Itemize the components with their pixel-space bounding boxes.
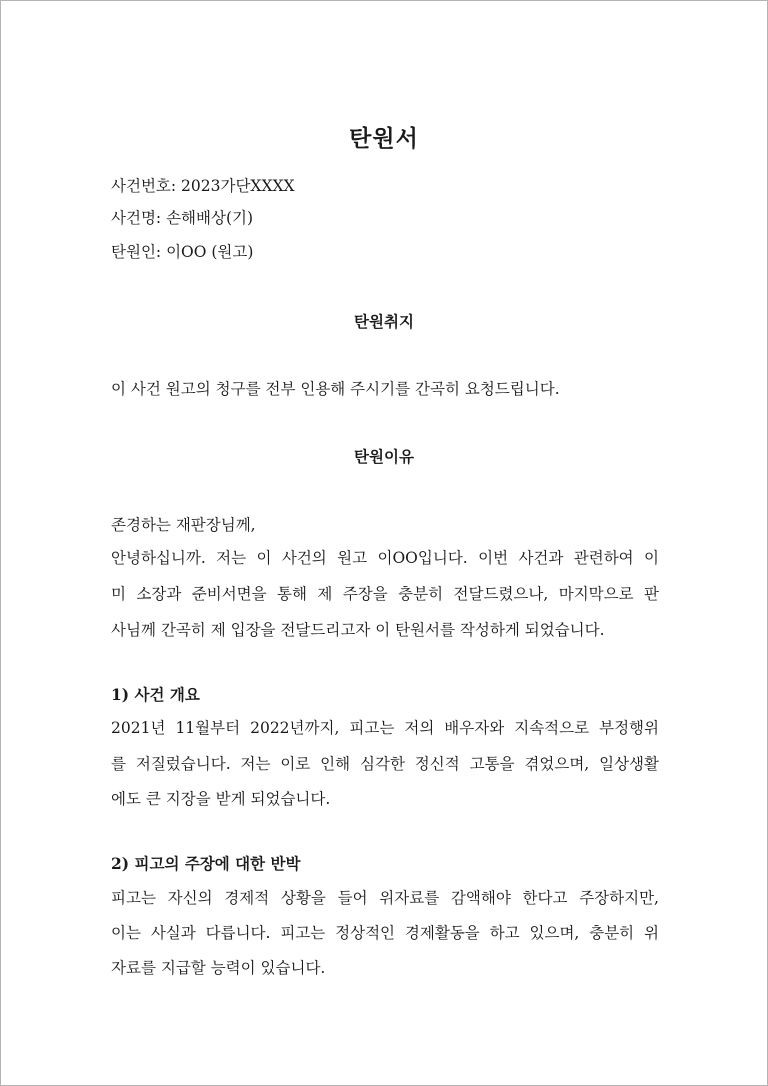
section1-line-3: 에도 큰 지장을 받게 되었습니다. (111, 790, 331, 808)
greeting: 존경하는 재판장님께, (111, 516, 256, 534)
section1-line-1: 2021년 11월부터 2022년까지, 피고는 저의 배우자와 지속적으로 부정행위 (111, 719, 659, 737)
section2-line-3: 자료를 지급할 능력이 있습니다. (111, 959, 326, 977)
section2-heading: 2) 피고의 주장에 대한 반박 (111, 854, 301, 873)
intro-line-1: 안녕하십니까. 저는 이 사건의 원고 이OO입니다. 이번 사건과 관련하여 이 (111, 549, 659, 567)
purpose-text: 이 사건 원고의 청구를 전부 인용해 주시기를 간곡히 요청드립니다. (111, 380, 560, 398)
intro-line-2: 미 소장과 준비서면을 통해 제 주장을 충분히 전달드렸으나, 마지막으로 판 (111, 585, 659, 603)
section1-line-2: 를 저질렀습니다. 저는 이로 인해 심각한 정신적 고통을 겪었으며, 일상생활 (111, 755, 659, 773)
document-title: 탄원서 (349, 125, 419, 152)
section2-line-1: 피고는 자신의 경제적 상황을 들어 위자료를 감액해야 한다고 주장하지만, (111, 889, 659, 907)
petitioner: 탄원인: 이OO (원고) (111, 243, 254, 261)
case-name: 사건명: 손해배상(기) (111, 209, 254, 227)
section1-heading: 1) 사건 개요 (111, 685, 200, 704)
reasons-heading: 탄원이유 (354, 447, 414, 466)
section2-line-2: 이는 사실과 다릅니다. 피고는 정상적인 경제활동을 하고 있으며, 충분히 위 (111, 924, 659, 942)
case-number: 사건번호: 2023가단XXXX (111, 177, 295, 195)
purpose-heading: 탄원취지 (354, 312, 414, 331)
intro-line-3: 사님께 간곡히 제 입장을 전달드리고자 이 탄원서를 작성하게 되었습니다. (111, 621, 605, 639)
